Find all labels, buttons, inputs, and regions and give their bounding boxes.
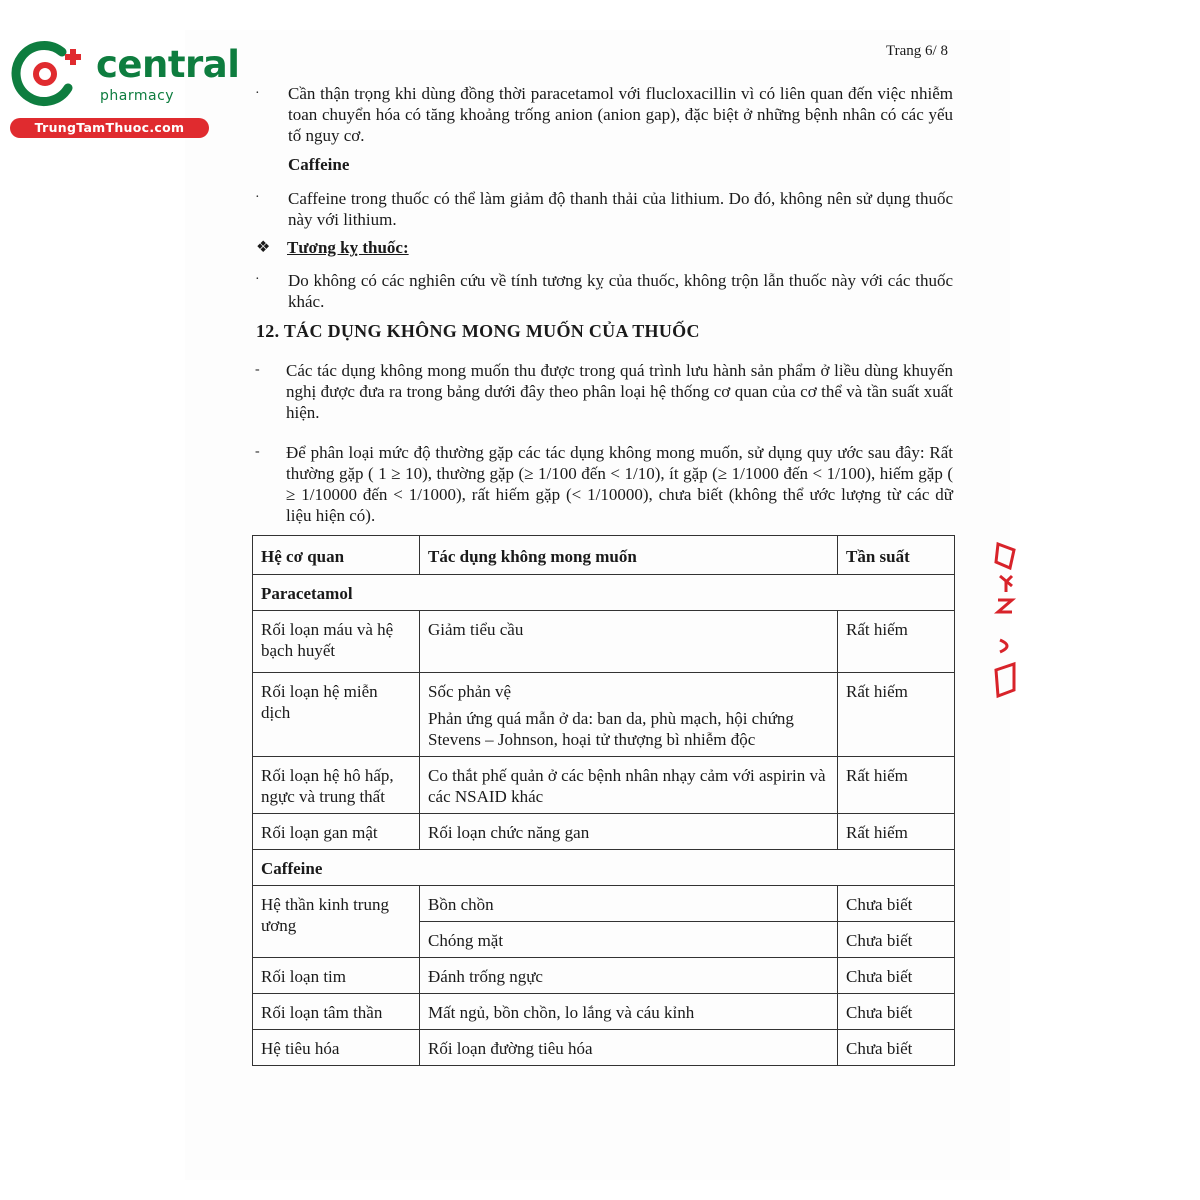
bullet-dot: · — [255, 272, 260, 287]
effect-cell: Co thắt phế quản ở các bệnh nhân nhạy cảm với aspirin và các NSAID khác — [420, 757, 838, 814]
frequency-cell: Rất hiếm — [838, 814, 955, 850]
table-row — [253, 994, 955, 1030]
effect-cell — [420, 673, 838, 757]
organ-cell: Rối loạn gan mật — [253, 814, 420, 850]
paragraph-lithium: Caffeine trong thuốc có thể làm giảm độ thanh thải của lithium. Do đó, không nên sử dụng thuốc này với lithium. — [288, 189, 953, 229]
pharmacy-cross-icon — [10, 38, 90, 108]
paragraph-adverse-intro: Các tác dụng không mong muốn thu được trong quá trình lưu hành sản phẩm ở liều dùng khuyến nghị được đưa ra trong bảng dưới đây theo phân loại hệ thống cơ quan của cơ thể và tần suất xuất hiện. — [286, 361, 953, 422]
organ-cell: Hệ tiêu hóa — [253, 1030, 420, 1066]
organ-cell: Rối loạn tim — [253, 958, 420, 994]
incompatibility-heading: Tương kỵ thuốc: — [287, 238, 409, 257]
effect-cell: Chóng mặt — [420, 922, 838, 958]
organ-cell: Hệ thần kinh trung ương — [253, 886, 420, 958]
bullet-dot: - — [255, 362, 260, 377]
effect-cell: Mất ngủ, bồn chồn, lo lắng và cáu kỉnh — [420, 994, 838, 1030]
table-group-row — [253, 575, 955, 611]
group-paracetamol: Paracetamol — [253, 575, 955, 611]
frequency-cell: Chưa biết — [838, 958, 955, 994]
frequency-cell: Chưa biết — [838, 994, 955, 1030]
table-header-row — [253, 536, 955, 575]
table-row — [253, 757, 955, 814]
frequency-cell: Rất hiếm — [838, 611, 955, 673]
bullet-dot: - — [255, 444, 260, 459]
frequency-cell: Chưa biết — [838, 886, 955, 922]
header-effect: Tác dụng không mong muốn — [420, 536, 838, 575]
header-organ: Hệ cơ quan — [253, 536, 420, 575]
header-frequency: Tần suất — [838, 536, 955, 575]
table-row — [253, 611, 955, 673]
page-number: Trang 6/ 8 — [886, 43, 948, 59]
table-row — [253, 814, 955, 850]
central-pharmacy-logo[interactable] — [10, 38, 240, 138]
table-row — [253, 886, 955, 922]
effect-text: Sốc phản vệ — [428, 682, 512, 701]
adverse-effects-table — [252, 535, 955, 1066]
bullet-dot: · — [255, 190, 260, 205]
frequency-cell: Chưa biết — [838, 922, 955, 958]
table-group-row — [253, 850, 955, 886]
effect-text-secondary: Phản ứng quá mẫn ở da: ban da, phù mạch, hội chứng Stevens – Johnson, hoại tử thượng bì nhiễm độc — [428, 709, 794, 749]
organ-cell: Rối loạn tâm thần — [253, 994, 420, 1030]
logo-brand-sub: pharmacy — [100, 88, 175, 104]
caffeine-subheading: Caffeine — [288, 155, 350, 174]
logo-site-url[interactable]: TrungTamThuoc.com — [10, 118, 209, 138]
organ-cell: Rối loạn hệ miễn dịch — [253, 673, 420, 757]
effect-cell: Đánh trống ngực — [420, 958, 838, 994]
effect-cell: Bồn chồn — [420, 886, 838, 922]
group-caffeine: Caffeine — [253, 850, 955, 886]
logo-brand-name: central — [96, 43, 240, 86]
table-row — [253, 673, 955, 757]
table-row — [253, 1030, 955, 1066]
table-row — [253, 958, 955, 994]
red-stamp-fragment — [990, 540, 1020, 700]
section-12-heading: 12. TÁC DỤNG KHÔNG MONG MUỐN CỦA THUỐC — [256, 321, 700, 341]
effect-cell: Giảm tiểu cầu — [420, 611, 838, 673]
organ-cell: Rối loạn máu và hệ bạch huyết — [253, 611, 420, 673]
diamond-bullet-icon: ❖ — [256, 239, 271, 256]
organ-cell: Rối loạn hệ hô hấp, ngực và trung thất — [253, 757, 420, 814]
frequency-cell: Rất hiếm — [838, 757, 955, 814]
frequency-cell: Chưa biết — [838, 1030, 955, 1066]
frequency-cell: Rất hiếm — [838, 673, 955, 757]
effect-cell: Rối loạn chức năng gan — [420, 814, 838, 850]
bullet-dot: · — [255, 86, 260, 101]
paragraph-frequency-convention: Để phân loại mức độ thường gặp các tác dụng không mong muốn, sử dụng quy ước sau đây: Rất thường gặp ( 1 ≥ 10), thường gặp (≥ 1/100 đến < 1/10), ít gặp (≥ 1/1000 đến < 1/100), hiếm gặp ( ≥ 1/10000 đến < 1/1000), rất hiếm gặp (< 1/10000), chưa biết (không thể ước lượng từ các dữ liệu hiện có). — [286, 443, 953, 525]
effect-cell: Rối loạn đường tiêu hóa — [420, 1030, 838, 1066]
paragraph-incompatibility: Do không có các nghiên cứu về tính tương kỵ của thuốc, không trộn lẫn thuốc này với các thuốc khác. — [288, 271, 953, 311]
paragraph-flucloxacillin: Cần thận trọng khi dùng đồng thời paracetamol với flucloxacillin vì có liên quan đến việc nhiễm toan chuyển hóa có tăng khoảng trống anion (anion gap), đặc biệt ở những bệnh nhân có các yếu tố nguy cơ. — [288, 84, 953, 145]
